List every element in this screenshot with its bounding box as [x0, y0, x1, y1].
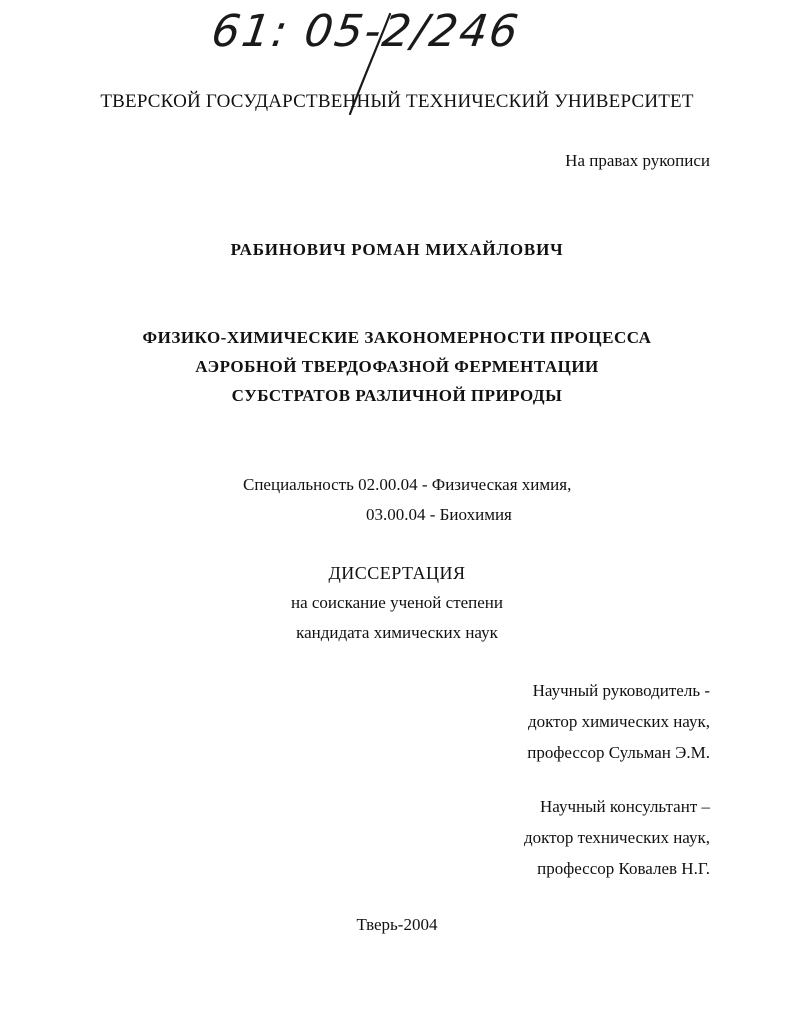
- supervisor-block: [527, 675, 710, 768]
- handwritten-archive-code: 61: 05-2/246: [208, 6, 524, 57]
- supervisor-degree: доктор химических наук,: [527, 712, 710, 731]
- dissertation-title-line-2: АЭРОБНОЙ ТВЕРДОФАЗНОЙ ФЕРМЕНТАЦИИ: [195, 357, 599, 376]
- consultant-role: Научный консультант –: [540, 797, 710, 816]
- city-year: Тверь-2004: [356, 915, 438, 934]
- supervisor-name: профессор Сульман Э.М.: [527, 743, 710, 762]
- specialty-line-2: 03.00.04 - Биохимия: [366, 505, 512, 524]
- document-type: ДИССЕРТАЦИЯ: [328, 563, 466, 583]
- consultant-degree: доктор технических наук,: [523, 828, 710, 847]
- dissertation-title-line-1: ФИЗИКО-ХИМИЧЕСКИЕ ЗАКОНОМЕРНОСТИ ПРОЦЕССА: [142, 328, 652, 347]
- consultant-block: [524, 791, 710, 884]
- rights-note: На правах рукописи: [565, 151, 710, 170]
- author-name: РАБИНОВИЧ РОМАН МИХАЙЛОВИЧ: [230, 240, 564, 259]
- dissertation-title-line-3: СУБСТРАТОВ РАЗЛИЧНОЙ ПРИРОДЫ: [231, 386, 563, 405]
- university-name: ТВЕРСКОЙ ГОСУДАРСТВЕННЫЙ ТЕХНИЧЕСКИЙ УНИВЕРСИТЕТ: [100, 91, 694, 112]
- supervisor-role: Научный руководитель -: [532, 681, 710, 700]
- specialty-line-1: Специальность 02.00.04 - Физическая химия,: [243, 475, 572, 494]
- consultant-name: профессор Ковалев Н.Г.: [537, 859, 710, 878]
- degree-line-2: кандидата химических наук: [296, 623, 498, 642]
- degree-line-1: на соискание ученой степени: [290, 593, 504, 612]
